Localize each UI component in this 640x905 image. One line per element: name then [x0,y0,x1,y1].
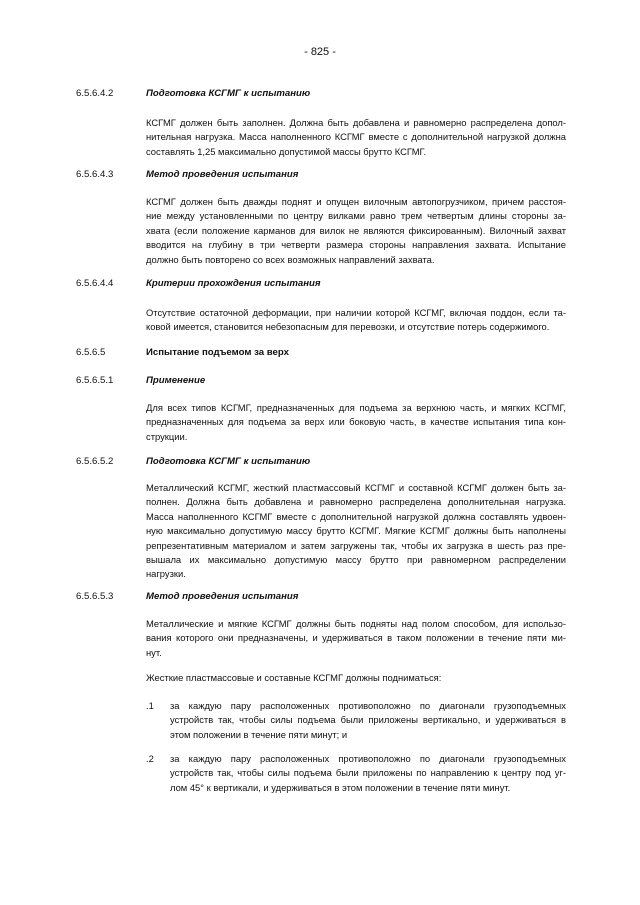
text-line: нут. [146,646,162,658]
section-paragraph [146,401,566,444]
text-line: Металлические и мягкие КСГМГ должны быть подняты над полом способом, для использо- [146,618,566,629]
section-heading: Испытание подъемом за верх [146,347,289,358]
text-line: ную максимально допустимую массу брутто КСГМГ. Мягкие КСГМГ должны быть наполнены [146,525,566,537]
section-number: 6.5.6.5.2 [76,456,114,467]
text-line: Отсутствие остаточной деформации, при наличии которой КСГМГ, включая поддон, если та- [146,307,566,318]
list-item [170,699,566,742]
text-line: полнен. Должна быть добавлена и равномерно распределена дополнительная нагрузка. [146,496,566,508]
text-line: КСГМГ должен быть заполнен. Должна быть добавлена и равномерно распределена допол- [146,117,566,128]
text-line: ковой имеется, становится небезопасным для перевозки, и отсутствие потерь содержимого. [146,321,550,333]
text-line: КСГМГ должен быть дважды поднят и опущен вилочным автопогрузчиком, причем расстоя- [146,196,566,207]
section-paragraph [146,306,566,335]
section-heading: Критерии прохождения испытания [146,278,321,289]
text-line: репрезентативным материалом и затем загружены так, чтобы их загрузка в шесть раз пре- [146,539,566,551]
text-line: устройств так, чтобы силы подъема были приложены по направлению к центру под уг- [170,767,566,779]
section-number: 6.5.6.4.4 [76,278,114,289]
text-line: предназначенных для подъема за верх или боковую часть, в качестве испытания типа кон- [146,416,566,428]
text-line: должно быть повторено со всех возможных направлений захвата. [146,253,435,265]
section-number: 6.5.6.5.3 [76,591,114,602]
section-paragraph: Жесткие пластмассовые и составные КСГМГ должны подниматься: [146,672,442,683]
section-number: 6.5.6.4.3 [76,169,114,180]
text-line: вводится на глубину в три четверти размера стороны направления захвата. Испытание [146,239,566,251]
section-paragraph [146,116,566,159]
text-line: Масса наполненного КСГМГ вместе с дополнительной нагрузкой должна составлять удвоен- [146,510,566,522]
text-line: лом 45° к вертикали, и удерживаться в этом положении в течение пяти минут. [170,781,511,793]
text-line: нительная нагрузка. Масса наполненного КСГМГ вместе с дополнительной нагрузкой должна [146,131,566,143]
text-line: вышала их максимально допустимую массу брутто при равномерном распределении [146,554,566,566]
text-line: за каждую пару расположенных противоположно по диагонали грузоподъемных [170,700,566,711]
text-line: составлять 1,25 максимально допустимой массы брутто КСГМГ. [146,145,427,157]
section-heading: Подготовка КСГМГ к испытанию [146,456,311,467]
text-line: за каждую пару расположенных противоположно по диагонали грузоподъемных [170,753,566,764]
text-line: этом положении в течение пяти минут; и [170,728,348,740]
section-heading: Метод проведения испытания [146,169,299,180]
text-line: устройств так, чтобы силы подъема были приложены вертикально, и удерживаться в [170,714,566,726]
section-number: 6.5.6.5.1 [76,375,114,386]
section-heading: Применение [146,375,206,386]
text-line: струкции. [146,430,188,442]
page-number: - 825 - [304,46,336,58]
section-paragraph [146,481,566,582]
text-line: нагрузки. [146,568,186,580]
section-heading: Метод проведения испытания [146,591,299,602]
text-line: Для всех типов КСГМГ, предназначенных для подъема за верхнюю часть, и мягких КСГМГ, [146,402,566,413]
section-heading: Подготовка КСГМГ к испытанию [146,88,311,99]
list-item-marker: .2 [146,753,154,764]
text-line: вания которого они предназначены, и удерживаться в таком положении в течение пяти ми- [146,632,566,644]
section-number: 6.5.6.5 [76,347,106,358]
text-line: ние между установленными по центру вилками равно трем четвертым длины стороны за- [146,210,566,222]
list-item [170,752,566,795]
text-line: Металлический КСГМГ, жесткий пластмассовый КСГМГ и составной КСГМГ должен быть за- [146,482,566,493]
text-line: хвата (если положение карманов для вилок не являются фиксированным). Вилочный захват [146,224,566,236]
section-number: 6.5.6.4.2 [76,88,114,99]
section-paragraph [146,195,566,267]
section-paragraph [146,617,566,660]
list-item-marker: .1 [146,700,154,711]
